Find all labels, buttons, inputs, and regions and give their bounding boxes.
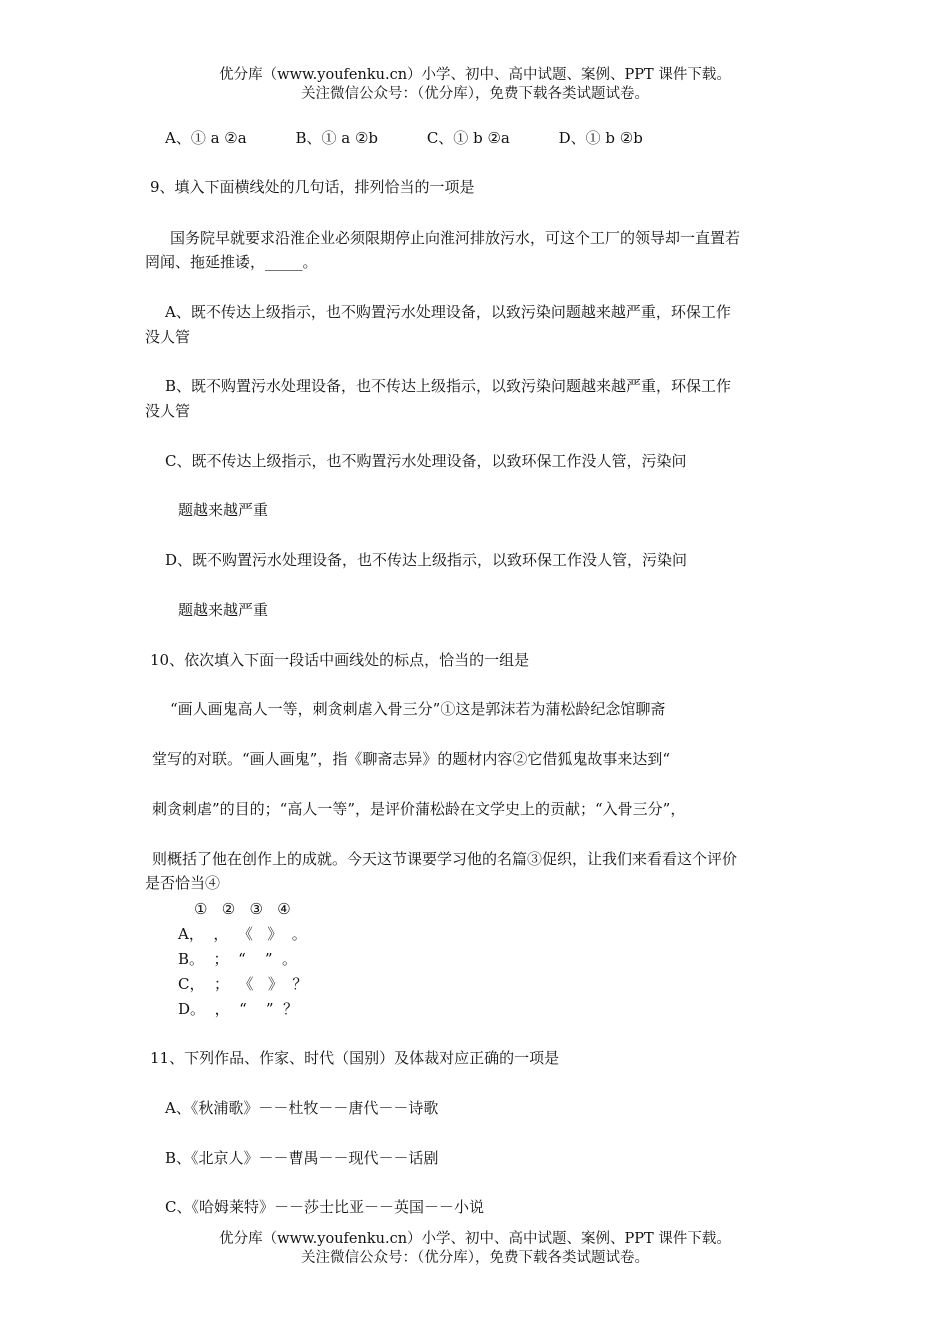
q9-option-b-line-1: B、既不购置污水处理设备，也不传达上级指示，以致污染问题越来越严重，环保工作 xyxy=(165,377,732,395)
q11-stem: 11、下列作品、作家、时代（国别）及体裁对应正确的一项是 xyxy=(150,1049,560,1067)
header-line-2: 关注微信公众号：（优分库），免费下载各类试题试卷。 xyxy=(301,86,649,102)
q9-option-a-line-1: A、既不传达上级指示，也不购置污水处理设备，以致污染问题越来越严重，环保工作 xyxy=(165,303,731,321)
q9-option-c-line-2: 题越来越严重 xyxy=(178,501,269,519)
q9-option-b-line-2: 没人管 xyxy=(145,402,191,420)
q11-option-b: B、《北京人》－－曹禺－－现代－－话剧 xyxy=(165,1149,439,1167)
header-line-1: 优分库（www.youfenku.cn）小学、初中、高中试题、案例、PPT 课件下载。 xyxy=(219,67,731,83)
q10-passage-line-4: 则概括了他在创作上的成就。今天这节课要学习他的名篇③促织，让我们来看看这个评价 xyxy=(152,850,738,868)
q9-passage-line-2: 罔闻、拖延推诿，_____。 xyxy=(145,253,318,271)
q8-options xyxy=(165,128,643,148)
q10-option-a: A， ， 《 》 。 xyxy=(178,925,307,943)
q8-option-c: C、① b ②a xyxy=(426,129,510,147)
q11-option-a: A、《秋浦歌》－－杜牧－－唐代－－诗歌 xyxy=(165,1099,439,1117)
q10-option-b: B。 ； “ ” 。 xyxy=(178,950,298,968)
footer-line-2: 关注微信公众号：（优分库），免费下载各类试题试卷。 xyxy=(301,1250,649,1266)
footer-line-1: 优分库（www.youfenku.cn）小学、初中、高中试题、案例、PPT 课件下载。 xyxy=(219,1231,731,1247)
q11-option-c: C、《哈姆莱特》－－莎士比亚－－英国－－小说 xyxy=(165,1198,484,1216)
q10-passage-line-3: 刺贪刺虐”的目的；“高人一等”，是评价蒲松龄在文学史上的贡献；“入骨三分”， xyxy=(152,800,686,818)
q8-option-a: A、① a ②a xyxy=(165,129,247,147)
q10-passage-line-2: 堂写的对联。“画人画鬼”，指《聊斋志异》的题材内容②它借狐鬼故事来达到“ xyxy=(152,750,671,768)
q9-option-d-line-1: D、既不购置污水处理设备，也不传达上级指示，以致环保工作没人管，污染问 xyxy=(165,551,688,569)
q10-option-d: D。 ， “ ” ？ xyxy=(178,1000,299,1018)
q9-option-d-line-2: 题越来越严重 xyxy=(178,601,269,619)
q9-option-a-line-2: 没人管 xyxy=(145,328,191,346)
q8-option-b: B、① a ②b xyxy=(295,129,379,147)
q8-option-d: D、① b ②b xyxy=(558,129,643,147)
q9-passage-line-1: 国务院早就要求沿淮企业必须限期停止向淮河排放污水，可这个工厂的领导却一直置若 xyxy=(170,229,741,247)
q9-stem: 9、填入下面横线处的几句话，排列恰当的一项是 xyxy=(150,178,475,196)
q10-answer-header: ① ② ③ ④ xyxy=(194,900,291,918)
q10-option-c: C， ； 《 》 ？ xyxy=(178,975,308,993)
q10-passage-line-5: 是否恰当④ xyxy=(145,874,221,892)
q10-stem: 10、依次填入下面一段话中画线处的标点，恰当的一组是 xyxy=(150,651,530,669)
q9-option-c-line-1: C、既不传达上级指示，也不购置污水处理设备，以致环保工作没人管，污染问 xyxy=(165,452,687,470)
q10-passage-line-1: “画人画鬼高人一等，刺贪刺虐入骨三分”①这是郭沫若为蒲松龄纪念馆聊斋 xyxy=(170,700,666,718)
